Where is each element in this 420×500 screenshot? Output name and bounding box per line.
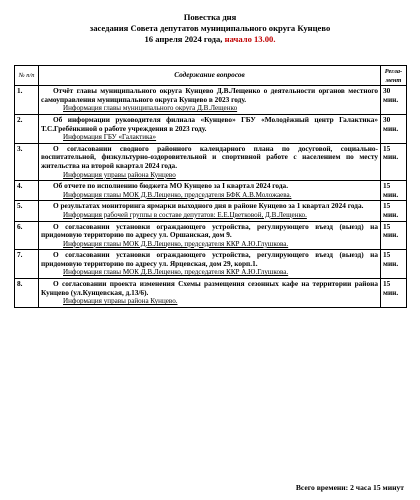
row-info: Информация главы МОК Д.В.Лещенко, председателя ККР А.Ю.Глушкова.	[63, 268, 289, 277]
row-content	[39, 181, 381, 201]
row-info: Информация управы района Кунцево	[63, 170, 176, 179]
agenda-table	[14, 65, 407, 308]
row-content	[39, 201, 381, 221]
agenda-start-time: начало 13.00.	[224, 34, 276, 44]
row-content	[39, 250, 381, 279]
row-duration: 15 мин.	[381, 221, 407, 250]
row-number: 6.	[15, 221, 39, 250]
row-title: О согласовании установки ограждающего устройства, регулирующего въезд (выезд) на придомовую территорию по адресу ул. Ярцевская, дом 29, корп.1.	[41, 250, 378, 268]
row-info: Информация главы МОК Д.В.Лещенко, председателя ККР А.Ю.Глушкова.	[63, 239, 289, 248]
row-duration: 15 мин.	[381, 279, 407, 308]
row-number: 2.	[15, 114, 39, 143]
row-info: Информация управы района Кунцево.	[63, 297, 178, 306]
row-number: 8.	[15, 279, 39, 308]
row-title: О согласовании установки ограждающего устройства, регулирующего въезд (выезд) на придомовую территорию по адресу ул. Оршанская, дом 9.	[41, 221, 378, 240]
total-time: Всего времени: 2 часа 15 минут	[295, 483, 404, 492]
row-number: 5.	[15, 201, 39, 221]
table-row	[15, 201, 407, 221]
agenda-header	[0, 0, 420, 45]
column-header-content: Содержание вопросов	[39, 66, 381, 86]
row-title: О согласовании проекта изменения Схемы размещения сезонных кафе на территории района Кунцево (ул.Кунцевская, д.13/6).	[41, 279, 378, 297]
table-row	[15, 221, 407, 250]
row-title: Об информации руководителя филиала «Кунцево» ГБУ «Молодёжный центр Галактика» Т.С.Гребёнкиной о работе учреждения в 2023 году.	[41, 114, 378, 133]
column-header-number: № п/п	[15, 66, 39, 86]
row-content	[39, 86, 381, 115]
row-title: Отчёт главы муниципального округа Кунцево Д.В.Лещенко о деятельности органов местного самоуправления муниципального округа Кунцево в 2023 году.	[41, 86, 378, 104]
row-duration: 30 мин.	[381, 86, 407, 115]
row-duration: 15 мин.	[381, 181, 407, 201]
row-number: 4.	[15, 181, 39, 201]
row-content	[39, 143, 381, 180]
row-title: О согласовании сводного районного календарного плана по досуговой, социально-воспитательной, физкультурно-оздоровительной и спортивной работе с населением по месту жительства на второй квартал 2024 года.	[41, 143, 378, 170]
agenda-title: Повестка дня	[183, 12, 237, 22]
row-duration: 15 мин.	[381, 250, 407, 279]
row-duration: 30 мин.	[381, 114, 407, 143]
row-info: Информация главы МОК Д.В.Лещенко, председателя БФК А.В.Моложаева.	[63, 190, 292, 199]
row-number: 1.	[15, 86, 39, 115]
row-title: Об отчете по исполнению бюджета МО Кунцево за I квартал 2024 года.	[53, 181, 289, 191]
table-row	[15, 86, 407, 115]
row-number: 7.	[15, 250, 39, 279]
table-row	[15, 181, 407, 201]
row-info: Информация рабочей группы в составе депутатов: Е.Е.Цветковой, Д.В.Лещенко.	[63, 210, 307, 219]
row-info: Информация ГБУ «Галактика»	[63, 133, 157, 142]
table-row	[15, 143, 407, 180]
column-header-duration: Регла-мент	[381, 66, 407, 86]
agenda-date: 16 апреля 2024 года,	[144, 34, 223, 44]
table-row	[15, 114, 407, 143]
agenda-date-line	[0, 34, 420, 45]
row-title: О результатах мониторинга ярмарки выходного дня в районе Кунцево за 1 квартал 2024 года.	[53, 201, 364, 211]
row-number: 3.	[15, 143, 39, 180]
row-content	[39, 279, 381, 308]
row-content	[39, 114, 381, 143]
table-row	[15, 250, 407, 279]
row-content	[39, 221, 381, 250]
row-duration: 15 мин.	[381, 201, 407, 221]
row-duration: 15 мин.	[381, 143, 407, 180]
agenda-subtitle: заседания Совета депутатов муниципального округа Кунцево	[89, 23, 331, 33]
table-header-row	[15, 66, 407, 86]
table-row	[15, 279, 407, 308]
row-info: Информация главы муниципального округа Д.В.Лещенко	[63, 104, 238, 113]
